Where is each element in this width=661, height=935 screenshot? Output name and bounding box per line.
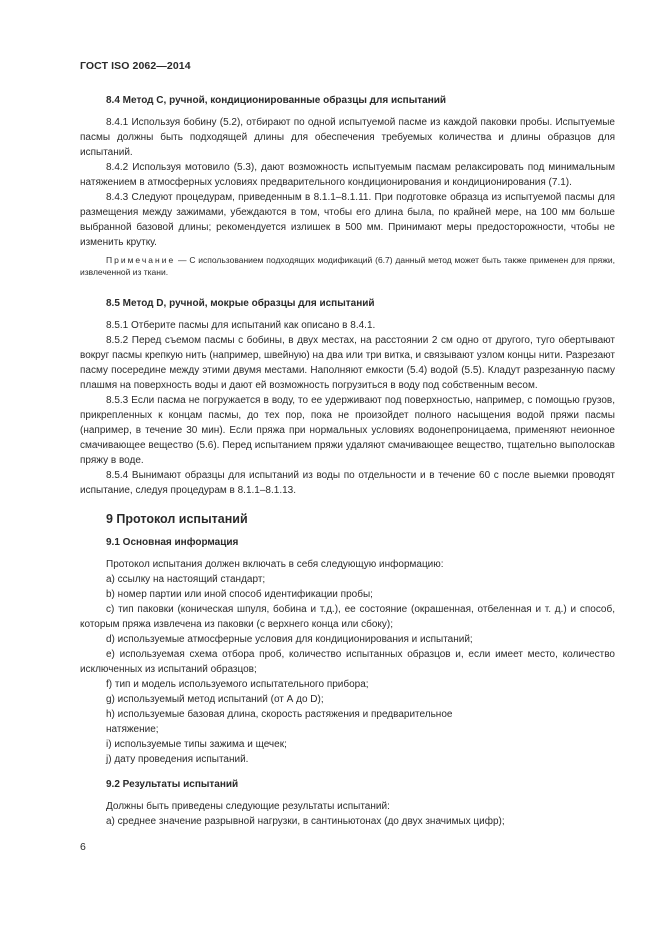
document-header: ГОСТ ISO 2062—2014 [80, 60, 191, 72]
paragraph-8-5-1: 8.5.1 Отберите пасмы для испытаний как описано в 8.4.1. [106, 320, 376, 331]
list-item: a) ссылку на настоящий стандарт; [106, 574, 266, 585]
paragraph-8-4-2: 8.4.2 Используя мотовило (5.3), дают возможность испытуемым пасмам релаксировать под минимальным натяжением в атмосферных условиях предварительного кондиционирования и кондиционирования (7.1). [80, 162, 615, 188]
list-item: h) используемые базовая длина, скорость растяжения и предварительное [106, 709, 453, 720]
list-item: j) дату проведения испытаний. [106, 754, 249, 765]
paragraph-8-5-3: 8.5.3 Если пасма не погружается в воду, то ее удерживают под поверхностью, например, с помощью грузов, прикрепленных к концам пасмы, до тех пор, пока не произойдет полного насыщения водой пряжи пасмы (например, в течение 30 мин). Если пряжа при нормальных условиях водонепроницаема, применяют неионное смачивающее вещество (5.6). Перед испытанием пряжи удаляют смачивающее вещество, тщательно выполоскав пряжу в воде. [80, 395, 615, 466]
list-item: i) используемые типы зажима и щечек; [106, 739, 287, 750]
section-9-2-title: 9.2 Результаты испытаний [106, 779, 239, 790]
list-item: c) тип паковки (коническая шпуля, бобина и т.д.), ее состояние (окрашенная, отбеленная и т. д.) и способ, которым пряжа извлечена из паковки (с верхнего конца или сбоку); [80, 604, 615, 630]
list-item: f) тип и модель используемого испытательного прибора; [106, 679, 369, 690]
section-9-2-intro: Должны быть приведены следующие результаты испытаний: [106, 801, 390, 812]
paragraph-8-4-1: 8.4.1 Используя бобину (5.2), отбирают по одной испытуемой пасме из каждой паковки пробы. Испытуемые пасмы должны быть подходящей длины для обеспечения требуемых количества и длины образцов для испытаний. [80, 117, 615, 158]
paragraph-8-5-4: 8.5.4 Вынимают образцы для испытаний из воды по отдельности и в течение 60 с после выемки проводят испытание, следуя процедурам в 8.1.1–8.1.13. [80, 470, 615, 496]
list-item: e) используемая схема отбора проб, количество испытанных образцов и, если имеет место, количество исключенных из испытаний образцов; [80, 649, 615, 675]
section-9-1-intro: Протокол испытания должен включать в себя следующую информацию: [106, 559, 444, 570]
list-item: d) используемые атмосферные условия для кондиционирования и испытаний; [106, 634, 473, 645]
note [80, 254, 615, 278]
list-item: b) номер партии или иной способ идентификации пробы; [106, 589, 373, 600]
list-item: a) среднее значение разрывной нагрузки, в сантиньютонах (до двух значимых цифр); [106, 816, 505, 827]
section-9-title: 9 Протокол испытаний [106, 512, 248, 526]
list-item: натяжение; [106, 724, 159, 735]
section-8-5-title: 8.5 Метод D, ручной, мокрые образцы для испытаний [106, 298, 375, 309]
paragraph-8-5-2: 8.5.2 Перед съемом пасмы с бобины, в двух местах, на расстоянии 2 см одно от другого, туго обертывают вокруг пасмы крепкую нить (например, швейную) на два или три витка, и связывают узлом концы нити. Разрезают пасму посередине между этими двумя местами. Наполняют емкости (5.4) водой (5.5). Кладут разрезанную пасму плашмя на поверхность воды и дают ей возможность погрузиться в воду под собственным весом. [80, 335, 615, 391]
list-item: g) используемый метод испытаний (от А до D); [106, 694, 324, 705]
section-8-4-title: 8.4 Метод С, ручной, кондиционированные образцы для испытаний [106, 95, 447, 106]
paragraph-8-4-3: 8.4.3 Следуют процедурам, приведенным в 8.1.1–8.1.11. При подготовке образца из испытуемой пасмы для размещения между зажимами, убеждаются в том, чтобы его длина была, по крайней мере, на 100 мм больше выбранной базовой длины; рекомендуется излишек в 500 мм. Принимают меры предосторожности, чтобы не изменить крутку. [80, 192, 615, 248]
note-text: — С использованием подходящих модификаций (6.7) данный метод может быть также применен для пряжи, извлеченной из ткани. [80, 255, 615, 277]
section-9-1-title: 9.1 Основная информация [106, 537, 239, 548]
note-label: Примечание [106, 255, 176, 265]
page-content [80, 93, 615, 829]
page-number: 6 [80, 841, 86, 853]
